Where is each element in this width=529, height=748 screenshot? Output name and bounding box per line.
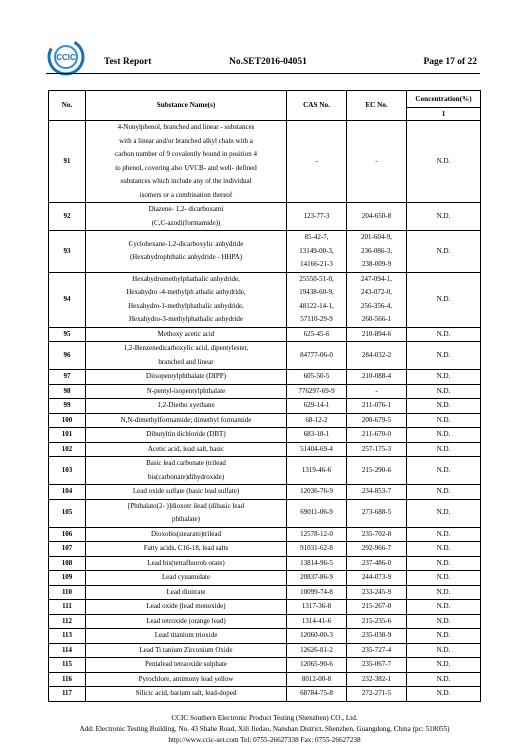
ec-number xyxy=(347,585,407,600)
substance-name-line: Hexahydromethylphathalic anhydride, xyxy=(132,274,240,283)
substance-name-line: Lead oxide (lead monoxide) xyxy=(146,602,226,610)
cas-number xyxy=(287,629,347,644)
table-row xyxy=(49,585,481,600)
substance-name xyxy=(86,485,287,500)
ec-number xyxy=(347,203,407,231)
ec-number xyxy=(347,658,407,673)
table-row xyxy=(49,413,481,428)
row-number: 116 xyxy=(49,672,86,687)
substance-name-line: Lead tetroxide (orange lead) xyxy=(146,616,226,625)
substance-name xyxy=(86,556,287,571)
concentration-value: N.D. xyxy=(407,687,481,702)
cas-number-line: 48122-14-1, xyxy=(299,301,334,310)
ec-number xyxy=(347,571,407,586)
ec-number xyxy=(347,384,407,399)
row-number: 94 xyxy=(49,272,86,327)
substance-name-line: Diazene- 1,2- dicarboxami xyxy=(148,205,224,213)
ec-number xyxy=(347,687,407,702)
cas-number xyxy=(287,614,347,629)
ec-number-line: 247-094-1, xyxy=(361,274,392,283)
cas-number xyxy=(287,231,347,273)
cas-number-line: 12065-90-6 xyxy=(300,660,333,668)
substance-name xyxy=(86,121,287,203)
cas-number xyxy=(287,687,347,702)
header-rule xyxy=(46,73,480,74)
cas-number-line: 25550-51-0, xyxy=(299,274,334,283)
substance-name-line: (C,C-azodi(formamide)) xyxy=(151,218,221,227)
concentration-value: N.D. xyxy=(407,571,481,586)
substance-name-line: phthalate) xyxy=(172,515,200,523)
cas-number-line: 13814-96-5 xyxy=(300,558,333,567)
concentration-value: N.D. xyxy=(407,672,481,687)
row-number: 96 xyxy=(49,342,86,370)
cas-number xyxy=(287,399,347,414)
ec-number xyxy=(347,672,407,687)
substance-name-line: N,N-dimethylformamide; dimethyl formamide xyxy=(120,415,252,424)
substance-name-line: Pyrochlore, antimony lead yellow xyxy=(138,674,234,683)
substance-name xyxy=(86,585,287,600)
concentration-value: N.D. xyxy=(407,585,481,600)
table-row xyxy=(49,672,481,687)
ec-number-line: 260-566-1 xyxy=(361,315,392,323)
cas-number-line: 14166-21-3 xyxy=(300,260,333,268)
row-number: 111 xyxy=(49,600,86,615)
table-row xyxy=(49,384,481,399)
table-row xyxy=(49,571,481,586)
table-row xyxy=(49,399,481,414)
substance-name-line: Basic lead carbonate (trilead xyxy=(146,459,226,467)
substance-name xyxy=(86,442,287,457)
table-row xyxy=(49,556,481,571)
substance-name-line: Hexahydro-1-methylphathalic anhydride, xyxy=(128,301,244,310)
substance-name xyxy=(86,399,287,414)
row-number: 112 xyxy=(49,614,86,629)
table-row xyxy=(49,121,481,203)
row-number: 113 xyxy=(49,629,86,644)
ec-number xyxy=(347,121,407,203)
cas-number xyxy=(287,327,347,342)
row-number: 97 xyxy=(49,370,86,385)
cas-number-line: 1314-41-6 xyxy=(301,616,332,625)
concentration-value: N.D. xyxy=(407,556,481,571)
row-number: 101 xyxy=(49,428,86,443)
cas-number-line: 84777-06-0 xyxy=(300,350,333,359)
substance-name-line: Pentalead tetraoxide sulphate xyxy=(144,660,228,668)
ec-number xyxy=(347,629,407,644)
cas-number-line: 13149-00-3, xyxy=(299,246,334,255)
table-row xyxy=(49,442,481,457)
cas-number-line: 1319-46-6 xyxy=(301,465,332,474)
ec-number-line: 284-032-2 xyxy=(361,350,392,359)
substance-name xyxy=(86,527,287,542)
concentration-value: N.D. xyxy=(407,327,481,342)
ec-number-line: 215-290-6 xyxy=(361,465,392,474)
ec-number-line: - xyxy=(375,156,378,165)
substance-name-line: with a linear and/or branched alkyl chain with a xyxy=(119,136,253,145)
substance-name xyxy=(86,687,287,702)
ec-number-line: 215-267-0 xyxy=(361,602,392,610)
ccic-logo xyxy=(46,37,86,77)
cas-number xyxy=(287,556,347,571)
table-row xyxy=(49,428,481,443)
cas-number-line: 12036-76-9 xyxy=(300,487,333,495)
ec-number-line: 215-235-6 xyxy=(361,616,392,625)
ec-number-line: 233-245-9 xyxy=(361,587,392,596)
substance-name-line: Dibutyltin dichloride (DBT) xyxy=(146,430,226,438)
table-row xyxy=(49,342,481,370)
substance-name-line: 1,2-Benzenedicarboxylic acid, dipentylester, xyxy=(123,344,249,352)
ec-number-line: 238-009-9 xyxy=(361,260,392,268)
table-row xyxy=(49,457,481,485)
substance-name-line: (Hexahydrophthalic anhydride - HHPA) xyxy=(129,253,243,262)
concentration-value: N.D. xyxy=(407,457,481,485)
table-row xyxy=(49,658,481,673)
row-number: 117 xyxy=(49,687,86,702)
ec-number-line: 200-679-5 xyxy=(361,415,392,424)
table-row xyxy=(49,370,481,385)
ec-number-line: - xyxy=(375,386,378,395)
ec-number-line: 236-086-3, xyxy=(361,246,392,255)
substance-name xyxy=(86,629,287,644)
logo-text: CCIC xyxy=(56,53,76,62)
cas-number xyxy=(287,428,347,443)
ec-number-line: 211-076-1 xyxy=(362,401,391,409)
substance-name-line: N-pentyl-isopentylphthalate xyxy=(146,386,226,395)
ec-number-line: 235-067-7 xyxy=(361,660,392,668)
cas-number-line: 1317-36-8 xyxy=(301,602,332,610)
header-no: No. xyxy=(49,91,86,121)
substance-name-line: Acetic acid, lead salt, basic xyxy=(147,444,225,453)
substance-name xyxy=(86,327,287,342)
row-number: 114 xyxy=(49,643,86,658)
substance-name-line: Silicic acid, barium salt, lead-doped xyxy=(135,689,237,697)
header-concentration: Concentration(%) xyxy=(407,91,481,108)
footer xyxy=(0,713,529,746)
ec-number xyxy=(347,272,407,327)
ec-number xyxy=(347,413,407,428)
row-number: 99 xyxy=(49,399,86,414)
substance-name xyxy=(86,203,287,231)
report-title: Test Report xyxy=(104,57,152,67)
ec-number xyxy=(347,485,407,500)
row-number: 104 xyxy=(49,485,86,500)
ec-number-line: 243-072-0, xyxy=(361,288,392,296)
substance-name-line: Lead cynamidate xyxy=(161,573,210,581)
concentration-value: N.D. xyxy=(407,658,481,673)
ec-number-line: 237-486-0 xyxy=(361,558,392,567)
ec-number-line: 272-271-5 xyxy=(361,689,392,697)
cas-number xyxy=(287,272,347,327)
ec-number-line: 210-088-4 xyxy=(361,372,392,380)
row-number: 106 xyxy=(49,527,86,542)
cas-number xyxy=(287,121,347,203)
table-row xyxy=(49,614,481,629)
substance-name xyxy=(86,658,287,673)
substance-name xyxy=(86,672,287,687)
cas-number-line: 20837-86-9 xyxy=(300,573,333,581)
concentration-value: N.D. xyxy=(407,121,481,203)
cas-number-line: 19438-60-9, xyxy=(299,288,334,296)
table-row xyxy=(49,203,481,231)
table-row xyxy=(49,629,481,644)
ec-number xyxy=(347,614,407,629)
table-row xyxy=(49,687,481,702)
cas-number xyxy=(287,413,347,428)
cas-number-line: 68-12-2 xyxy=(305,415,328,424)
substance-name xyxy=(86,231,287,273)
ec-number-line: 211-670-0 xyxy=(362,430,391,438)
concentration-value: N.D. xyxy=(407,600,481,615)
ec-number xyxy=(347,542,407,557)
substance-name-line: isomers or a combination thereof xyxy=(139,190,233,199)
ec-number-line: 210-894-6 xyxy=(361,329,392,338)
concentration-value: N.D. xyxy=(407,370,481,385)
header-cas-no: CAS No. xyxy=(287,91,347,121)
table-row xyxy=(49,542,481,557)
substance-name-line: Lead Ti tanium Zirconium Oxide xyxy=(139,645,233,654)
substance-name xyxy=(86,542,287,557)
table-row xyxy=(49,643,481,658)
ec-number-line: 201-604-9, xyxy=(361,233,392,241)
substance-name-line: 4-Nonylphenol, branched and linear - substances xyxy=(117,123,255,131)
substance-name-line: Dioxobis(stearato)trilead xyxy=(151,529,221,538)
cas-number-line: 69011-06-9 xyxy=(300,508,333,517)
substance-name xyxy=(86,428,287,443)
substance-name-line: Hexahydro-3-methylphathalic anhydride xyxy=(128,315,244,323)
cas-number xyxy=(287,485,347,500)
cas-number-line: - xyxy=(315,156,318,165)
cas-number-line: 776297-69-9 xyxy=(298,386,335,395)
substance-name xyxy=(86,457,287,485)
concentration-value: N.D. xyxy=(407,499,481,527)
row-number: 102 xyxy=(49,442,86,457)
row-number: 93 xyxy=(49,231,86,273)
substance-name-line: Cyclohexane-1,2-dicarboxylic anhydride xyxy=(128,239,244,248)
row-number: 109 xyxy=(49,571,86,586)
concentration-value: N.D. xyxy=(407,231,481,273)
substance-name-line: to phenol, covering also UVCB- and well- defined xyxy=(115,163,257,172)
substance-name xyxy=(86,342,287,370)
cas-number-line: 629-14-1 xyxy=(303,401,330,409)
header-substance-name: Substance Name(s) xyxy=(86,91,287,121)
concentration-value: N.D. xyxy=(407,485,481,500)
footer-address: Add: Electronic Testing Building, No. 43 Shahe Road, Xili Jiedao, Nanshan District, Shenzhen, Guangdong, China (pc: 518055) xyxy=(79,725,450,733)
ec-number xyxy=(347,457,407,485)
ec-number-line: 244-073-9 xyxy=(361,573,392,581)
concentration-value: N.D. xyxy=(407,413,481,428)
ec-number xyxy=(347,643,407,658)
substance-name-line: carbon number of 9 covalently bound in position 4 xyxy=(115,150,257,158)
concentration-value: N.D. xyxy=(407,428,481,443)
cas-number-line: 12578-12-0 xyxy=(300,529,333,538)
ec-number xyxy=(347,370,407,385)
substance-name-line: bis(carbonate)dihydroxide) xyxy=(147,472,225,481)
ec-number xyxy=(347,327,407,342)
row-number: 105 xyxy=(49,499,86,527)
cas-number xyxy=(287,499,347,527)
substance-table xyxy=(48,90,481,702)
substance-name-line: substances which include any of the individual xyxy=(120,177,252,185)
concentration-value: N.D. xyxy=(407,342,481,370)
substance-name xyxy=(86,272,287,327)
substance-name xyxy=(86,499,287,527)
concentration-value: N.D. xyxy=(407,643,481,658)
report-number: No.SET2016-04051 xyxy=(229,57,307,67)
substance-name-line: Lead titanium trioxide xyxy=(154,631,218,639)
cas-number xyxy=(287,384,347,399)
cas-number-line: 57110-29-9 xyxy=(300,315,333,323)
ec-number-line: 256-356-4, xyxy=(361,301,392,310)
substance-name-line: Lead oxide sulfate (basic lead sulfate) xyxy=(132,487,240,495)
ec-number xyxy=(347,527,407,542)
substance-name xyxy=(86,643,287,658)
ec-number-line: 273-688-5 xyxy=(361,508,392,517)
cas-number xyxy=(287,342,347,370)
table-row xyxy=(49,327,481,342)
table-body xyxy=(49,121,481,702)
cas-number-line: 91031-62-8 xyxy=(300,544,333,552)
ec-number xyxy=(347,399,407,414)
ec-number-line: 257-175-3 xyxy=(361,444,392,453)
cas-number-line: 8012-00-8 xyxy=(301,674,332,683)
ec-number-line: 234-853-7 xyxy=(361,487,392,495)
ec-number-line: 235-038-9 xyxy=(361,631,392,639)
footer-company: CCIC Southern Electronic Product Testing (Shenzhen) CO., Ltd. xyxy=(171,714,358,722)
cas-number xyxy=(287,203,347,231)
cas-number xyxy=(287,658,347,673)
cas-number xyxy=(287,542,347,557)
cas-number-line: 10099-74-8 xyxy=(300,587,333,596)
table-row xyxy=(49,527,481,542)
concentration-value: N.D. xyxy=(407,272,481,327)
concentration-value: N.D. xyxy=(407,527,481,542)
substance-name-line: Lead dinitrate xyxy=(166,587,206,596)
row-number: 92 xyxy=(49,203,86,231)
row-number: 115 xyxy=(49,658,86,673)
substance-name-line: Fatty acids, C16-18, lead salts xyxy=(143,544,229,552)
substance-name-line: Methoxy acetic acid xyxy=(157,329,215,338)
row-number: 110 xyxy=(49,585,86,600)
cas-number-line: 12060-00-3 xyxy=(300,631,333,639)
substance-name xyxy=(86,571,287,586)
substance-name-line: Diisopentylphthalate (DIPP) xyxy=(146,372,226,380)
row-number: 103 xyxy=(49,457,86,485)
substance-name xyxy=(86,614,287,629)
cas-number-line: 683-18-1 xyxy=(303,430,330,438)
ec-number-line: 232-382-1 xyxy=(361,674,392,683)
row-number: 98 xyxy=(49,384,86,399)
substance-name-line: 1,2-Dietho xyethane xyxy=(157,401,215,409)
cas-number-line: 51404-69-4 xyxy=(300,444,333,453)
substance-name xyxy=(86,384,287,399)
substance-name xyxy=(86,600,287,615)
cas-number-line: 12626-81-2 xyxy=(300,645,333,654)
ec-number xyxy=(347,600,407,615)
cas-number xyxy=(287,442,347,457)
cas-number-line: 123-77-3 xyxy=(303,211,330,220)
page-number: Page 17 of 22 xyxy=(423,57,477,67)
ec-number xyxy=(347,499,407,527)
cas-number-line: 68784-75-8 xyxy=(300,689,333,697)
table-row xyxy=(49,231,481,273)
cas-number-line: 85-42-7, xyxy=(304,233,329,241)
table-row xyxy=(49,485,481,500)
cas-number-line: 605-50-5 xyxy=(303,372,330,380)
cas-number-line: 625-45-6 xyxy=(303,329,330,338)
concentration-value: N.D. xyxy=(407,384,481,399)
table-row xyxy=(49,600,481,615)
cas-number xyxy=(287,571,347,586)
substance-name-line: Lead bis(tetrafluorob orate) xyxy=(147,558,225,567)
substance-name-line: branched and linear xyxy=(158,357,214,366)
ec-number-line: 292-966-7 xyxy=(361,544,392,552)
concentration-value: N.D. xyxy=(407,203,481,231)
substance-name xyxy=(86,370,287,385)
row-number: 108 xyxy=(49,556,86,571)
substance-name-line: Hexahydro -4-methylph athalic anhydride, xyxy=(126,288,246,296)
row-number: 95 xyxy=(49,327,86,342)
concentration-value: N.D. xyxy=(407,399,481,414)
footer-contact: http://www.ccic-set.com Tel: 0755-26627338 Fax: 0755-26627238 xyxy=(168,736,361,744)
row-number: 100 xyxy=(49,413,86,428)
header-concentration-sample: 1 xyxy=(407,108,481,121)
cas-number xyxy=(287,585,347,600)
ec-number-line: 235-727-4 xyxy=(361,645,392,654)
ec-number xyxy=(347,342,407,370)
header-ec-no: EC No. xyxy=(347,91,407,121)
cas-number xyxy=(287,600,347,615)
ec-number xyxy=(347,556,407,571)
concentration-value: N.D. xyxy=(407,542,481,557)
concentration-value: N.D. xyxy=(407,614,481,629)
table-row xyxy=(49,499,481,527)
ec-number xyxy=(347,231,407,273)
cas-number xyxy=(287,672,347,687)
cas-number xyxy=(287,643,347,658)
substance-name xyxy=(86,413,287,428)
row-number: 107 xyxy=(49,542,86,557)
ec-number xyxy=(347,428,407,443)
row-number: 91 xyxy=(49,121,86,203)
concentration-value: N.D. xyxy=(407,442,481,457)
ec-number xyxy=(347,442,407,457)
ec-number-line: 235-702-8 xyxy=(361,529,392,538)
cas-number xyxy=(287,527,347,542)
concentration-value: N.D. xyxy=(407,629,481,644)
substance-name-line: [Phthalato(2- )]dioxotr ilead (dibasic lead xyxy=(127,501,245,510)
ec-number-line: 204-650-8 xyxy=(361,211,392,220)
cas-number xyxy=(287,370,347,385)
cas-number xyxy=(287,457,347,485)
table-row xyxy=(49,272,481,327)
